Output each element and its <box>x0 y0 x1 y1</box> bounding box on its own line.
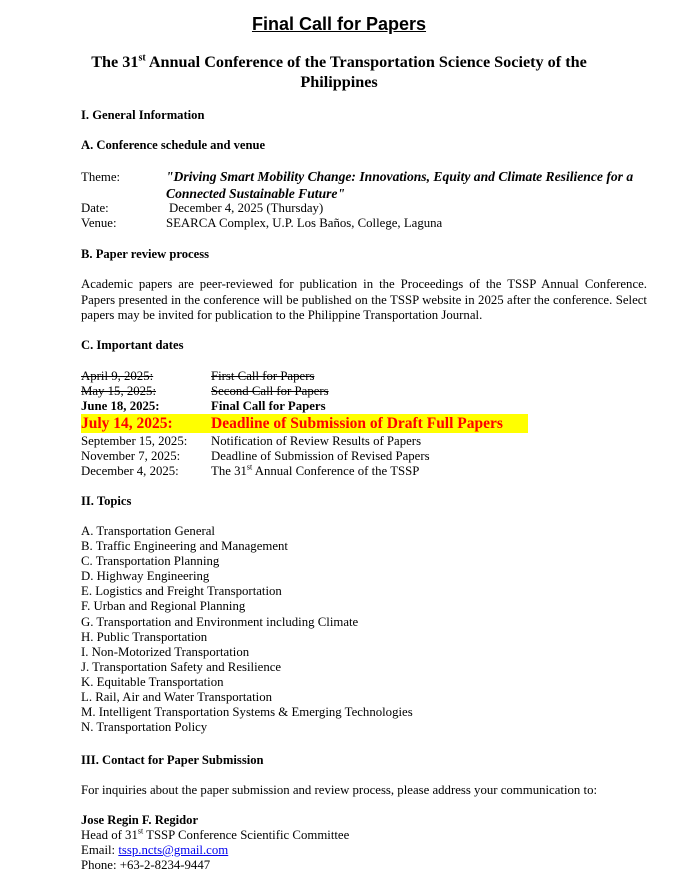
venue-value: SEARCA Complex, U.P. Los Baños, College, Laguna <box>166 216 443 230</box>
topic-item: L. Rail, Air and Water Transportation <box>81 690 273 705</box>
date-value: December 4, 2025 (Thursday) <box>169 201 324 215</box>
topic-item: K. Equitable Transportation <box>81 674 224 689</box>
section-review-heading: B. Paper review process <box>81 247 210 261</box>
section-contact-heading: III. Contact for Paper Submission <box>81 753 264 767</box>
topic-item: B. Traffic Engineering and Management <box>81 539 288 554</box>
page-title: Final Call for Papers <box>251 14 427 34</box>
event-conference-suffix: Annual Conference of the TSSP <box>252 464 420 478</box>
date-label: Date: <box>81 201 109 215</box>
event-first-call: First Call for Papers <box>211 369 315 383</box>
date-final-call: June 18, 2025: <box>81 399 160 413</box>
subtitle-prefix: The 31 <box>91 53 139 71</box>
contact-role-prefix: Head of 31 <box>81 828 138 842</box>
topic-item: N. Transportation Policy <box>81 720 208 735</box>
venue-label: Venue: <box>81 216 117 230</box>
email-link[interactable]: tssp.ncts@gmail.com <box>118 843 229 857</box>
date-second-call: May 15, 2025: <box>81 384 157 398</box>
contact-email-line <box>81 843 228 858</box>
topic-item: A. Transportation General <box>81 524 215 538</box>
subtitle-suffix: Annual Conference of the Transportation Science Society of the Philippines <box>145 53 587 91</box>
event-draft-deadline: Deadline of Submission of Draft Full Papers <box>211 415 503 432</box>
date-review-results: September 15, 2025: <box>81 434 188 448</box>
email-label: Email: <box>81 843 119 857</box>
conference-subtitle <box>60 52 618 92</box>
topic-item: F. Urban and Regional Planning <box>81 599 246 614</box>
event-review-results: Notification of Review Results of Papers <box>211 434 422 448</box>
contact-role <box>81 828 349 843</box>
subtitle-superscript: st <box>138 52 146 64</box>
date-revised-papers: November 7, 2025: <box>81 449 181 463</box>
section-topics-heading: II. Topics <box>81 494 132 508</box>
review-paragraph: Academic papers are peer-reviewed for publication in the Proceedings of the TSSP Annual Conference. Papers presented in the conference will be published on the TSSP website in 2025 after the conference. Select papers may be invited for publication to the Philippine Transportation Journal. <box>81 277 647 322</box>
event-conference <box>211 464 419 479</box>
topic-item: M. Intelligent Transportation Systems & Emerging Technologies <box>81 705 413 720</box>
section-dates-heading: C. Important dates <box>81 338 184 352</box>
event-revised-papers: Deadline of Submission of Revised Papers <box>211 449 430 463</box>
topic-item: E. Logistics and Freight Transportation <box>81 584 282 599</box>
event-conference-superscript: st <box>246 462 253 472</box>
contact-name: Jose Regin F. Regidor <box>81 813 199 827</box>
topics-list <box>81 524 413 735</box>
topic-item: J. Transportation Safety and Resilience <box>81 659 282 674</box>
date-conference: December 4, 2025: <box>81 464 179 478</box>
event-conference-prefix: The 31 <box>211 464 247 478</box>
contact-role-superscript: st <box>137 826 144 836</box>
topic-item: C. Transportation Planning <box>81 554 220 569</box>
theme-value: "Driving Smart Mobility Change: Innovations, Equity and Climate Resilience for a Connected Sustainable Future" <box>166 169 634 201</box>
section-general-heading: I. General Information <box>81 108 205 122</box>
theme-label: Theme: <box>81 170 121 184</box>
section-schedule-heading: A. Conference schedule and venue <box>81 138 266 152</box>
date-first-call: April 9, 2025: <box>81 369 154 383</box>
contact-role-suffix: TSSP Conference Scientific Committee <box>143 828 350 842</box>
topic-item: G. Transportation and Environment including Climate <box>81 614 359 629</box>
topic-item: H. Public Transportation <box>81 629 208 644</box>
event-second-call: Second Call for Papers <box>211 384 329 398</box>
highlighted-deadline-row <box>81 414 528 433</box>
contact-phone: Phone: +63-2-8234-9447 <box>81 858 211 872</box>
date-draft-deadline: July 14, 2025: <box>81 415 173 432</box>
topic-item: I. Non-Motorized Transportation <box>81 644 250 659</box>
event-final-call: Final Call for Papers <box>211 399 326 413</box>
contact-intro: For inquiries about the paper submission and review process, please address your communication to: <box>81 783 598 797</box>
topic-item: D. Highway Engineering <box>81 569 210 584</box>
